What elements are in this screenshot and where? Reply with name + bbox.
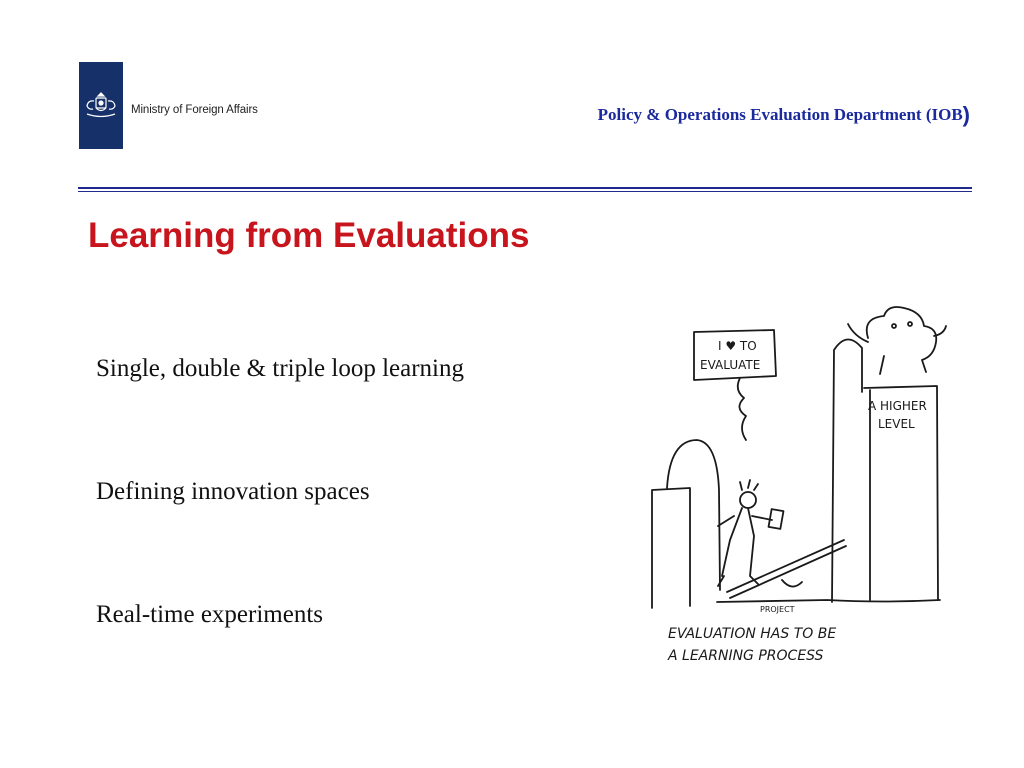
seesaw-plank: [727, 540, 846, 598]
coat-of-arms-icon: [81, 92, 121, 122]
tower-text-line1: A HIGHER: [868, 399, 927, 413]
caption-line2: A LEARNING PROCESS: [668, 648, 824, 664]
left-arch: [667, 440, 720, 590]
bullet-item: Defining innovation spaces: [96, 478, 370, 505]
clipboard: [769, 509, 784, 529]
plank-label: PROJECT: [760, 605, 795, 614]
caption-line1: EVALUATION HAS TO BE: [668, 626, 837, 642]
bullet-item: Real-time experiments: [96, 601, 324, 628]
sign-stick: [738, 378, 746, 440]
slide-title: Learning from Evaluations: [88, 216, 530, 255]
sign-text-line2: EVALUATE: [700, 358, 761, 372]
ministry-logo: [79, 62, 123, 149]
sign-text-line1: I ♥ TO: [718, 339, 757, 353]
tower-text-line2: LEVEL: [878, 417, 915, 431]
tall-tower: [832, 339, 938, 602]
left-wall: [652, 488, 690, 608]
figure-body: [718, 508, 772, 586]
department-title: [598, 102, 970, 128]
bullet-item: Single, double & triple loop learning: [96, 355, 464, 382]
department-name: Policy & Operations Evaluation Department (IOB: [597, 105, 963, 124]
ministry-name: Ministry of Foreign Affairs: [131, 104, 258, 116]
header-rule-top: [78, 187, 972, 189]
cartoon-illustration: [622, 290, 1002, 680]
figure-head: [740, 492, 756, 508]
department-close-paren: ): [962, 102, 970, 127]
header-rule-bottom: [78, 191, 972, 192]
sign-board: [694, 330, 776, 380]
ground-line: [717, 600, 940, 602]
